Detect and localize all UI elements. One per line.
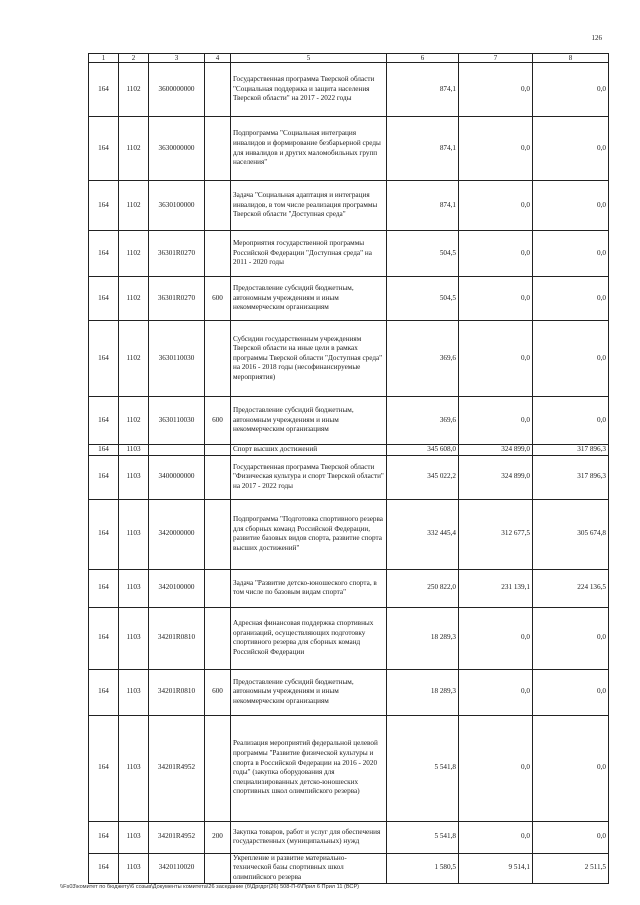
cell-c4: 600 [205,669,231,715]
column-header: 4 [205,54,231,63]
cell-c2: 1103 [119,445,149,456]
cell-c6: 874,1 [387,63,459,117]
cell-c2: 1102 [119,63,149,117]
cell-c2: 1103 [119,569,149,607]
cell-c4 [205,117,231,181]
cell-c6: 345 022,2 [387,455,459,499]
cell-c6: 369,6 [387,321,459,397]
cell-c4 [205,445,231,456]
cell-c5: Адресная финансовая поддержка спортивных организаций, осуществляющих подготовку спортивного резерва для сборных команд Российской Федерации [231,607,387,669]
table-row [89,321,609,397]
cell-c4: 600 [205,397,231,445]
cell-c5: Предоставление субсидий бюджетным, автономным учреждениям и иным некоммерческим организациям [231,277,387,321]
cell-c2: 1103 [119,607,149,669]
cell-c1: 164 [89,821,119,853]
cell-c8: 224 136,5 [533,569,609,607]
cell-c8: 0,0 [533,117,609,181]
cell-c7: 0,0 [459,821,533,853]
cell-c3: 3630110030 [149,397,205,445]
cell-c1: 164 [89,397,119,445]
cell-c4 [205,569,231,607]
cell-c8: 0,0 [533,669,609,715]
cell-c8: 0,0 [533,607,609,669]
cell-c2: 1102 [119,277,149,321]
cell-c5: Предоставление субсидий бюджетным, автономным учреждениям и иным некоммерческим организациям [231,397,387,445]
table-row [89,117,609,181]
cell-c8: 317 896,3 [533,455,609,499]
cell-c7: 0,0 [459,397,533,445]
cell-c2: 1103 [119,821,149,853]
cell-c4 [205,499,231,569]
table-row [89,853,609,883]
cell-c3: 34201R0810 [149,669,205,715]
cell-c6: 1 580,5 [387,853,459,883]
table-row [89,669,609,715]
cell-c8: 0,0 [533,277,609,321]
cell-c1: 164 [89,715,119,821]
cell-c1: 164 [89,231,119,277]
cell-c7: 0,0 [459,231,533,277]
cell-c1: 164 [89,63,119,117]
cell-c8: 2 511,5 [533,853,609,883]
column-header: 8 [533,54,609,63]
table-row [89,63,609,117]
cell-c7: 0,0 [459,63,533,117]
cell-c7: 324 899,0 [459,455,533,499]
cell-c6: 369,6 [387,397,459,445]
cell-c3: 3420000000 [149,499,205,569]
cell-c1: 164 [89,669,119,715]
cell-c3: 34201R4952 [149,715,205,821]
cell-c3: 3400000000 [149,455,205,499]
cell-c5: Субсидии государственным учреждениям Тверской области на иные цели в рамках программы Тверской области "Доступная среда" на 2016 - 2018 годы (несофинансируемые мероприятия) [231,321,387,397]
cell-c8: 0,0 [533,63,609,117]
cell-c3: 36301R0270 [149,231,205,277]
cell-c5: Задача "Социальная адаптация и интеграция инвалидов, в том числе реализация программы Тверской области "Доступная среда" [231,181,387,231]
table-row [89,607,609,669]
cell-c1: 164 [89,607,119,669]
cell-c3: 3630100000 [149,181,205,231]
cell-c3: 3420100000 [149,569,205,607]
cell-c7: 0,0 [459,715,533,821]
cell-c7: 0,0 [459,607,533,669]
cell-c4 [205,715,231,821]
cell-c8: 0,0 [533,231,609,277]
cell-c3: 3420110020 [149,853,205,883]
cell-c3 [149,445,205,456]
cell-c5: Мероприятия государственной программы Российской Федерации "Доступная среда" на 2011 - 2020 годы [231,231,387,277]
cell-c8: 0,0 [533,397,609,445]
cell-c4: 600 [205,277,231,321]
cell-c8: 317 896,3 [533,445,609,456]
column-header: 7 [459,54,533,63]
cell-c1: 164 [89,455,119,499]
cell-c6: 874,1 [387,117,459,181]
cell-c6: 874,1 [387,181,459,231]
cell-c6: 345 608,0 [387,445,459,456]
cell-c5: Подпрограмма "Подготовка спортивного резерва для сборных команд Российской Федерации, развитие базовых видов спорта, развитие спорта высших достижений" [231,499,387,569]
cell-c1: 164 [89,181,119,231]
cell-c5: Закупка товаров, работ и услуг для обеспечения государственных (муниципальных) нужд [231,821,387,853]
column-number-row [89,54,609,63]
cell-c3: 34201R0810 [149,607,205,669]
cell-c1: 164 [89,445,119,456]
table-row [89,455,609,499]
cell-c7: 231 139,1 [459,569,533,607]
table-row [89,181,609,231]
cell-c5: Государственная программа Тверской области "Социальная поддержка и защита населения Тверской области" на 2017 - 2022 годы [231,63,387,117]
cell-c2: 1103 [119,455,149,499]
cell-c8: 0,0 [533,181,609,231]
table-row [89,445,609,456]
cell-c7: 324 899,0 [459,445,533,456]
table-row [89,499,609,569]
cell-c1: 164 [89,569,119,607]
cell-c4 [205,231,231,277]
cell-c4 [205,853,231,883]
cell-c4 [205,181,231,231]
cell-c6: 504,5 [387,277,459,321]
cell-c1: 164 [89,321,119,397]
cell-c3: 3630110030 [149,321,205,397]
cell-c3: 34201R4952 [149,821,205,853]
cell-c3: 36301R0270 [149,277,205,321]
cell-c7: 0,0 [459,277,533,321]
cell-c5: Спорт высших достижений [231,445,387,456]
column-header: 6 [387,54,459,63]
cell-c6: 250 822,0 [387,569,459,607]
cell-c3: 3600000000 [149,63,205,117]
column-header: 2 [119,54,149,63]
cell-c4 [205,321,231,397]
cell-c2: 1102 [119,231,149,277]
cell-c7: 9 514,1 [459,853,533,883]
cell-c6: 332 445,4 [387,499,459,569]
cell-c5: Укрепление и развитие материально-технической базы спортивных школ олимпийского резерва [231,853,387,883]
cell-c2: 1103 [119,715,149,821]
cell-c6: 504,5 [387,231,459,277]
cell-c5: Предоставление субсидий бюджетным, автономным учреждениям и иным некоммерческим организациям [231,669,387,715]
table-row [89,821,609,853]
cell-c2: 1102 [119,117,149,181]
budget-table [88,53,609,884]
column-header: 5 [231,54,387,63]
cell-c4 [205,63,231,117]
cell-c7: 0,0 [459,117,533,181]
cell-c8: 305 674,8 [533,499,609,569]
cell-c4 [205,607,231,669]
cell-c6: 5 541,8 [387,821,459,853]
cell-c7: 0,0 [459,669,533,715]
column-header: 3 [149,54,205,63]
cell-c6: 18 289,3 [387,669,459,715]
cell-c8: 0,0 [533,821,609,853]
cell-c6: 18 289,3 [387,607,459,669]
cell-c6: 5 541,8 [387,715,459,821]
cell-c1: 164 [89,117,119,181]
cell-c1: 164 [89,277,119,321]
cell-c7: 312 677,5 [459,499,533,569]
table-row [89,231,609,277]
cell-c8: 0,0 [533,715,609,821]
cell-c8: 0,0 [533,321,609,397]
cell-c2: 1103 [119,499,149,569]
cell-c5: Задача "Развитие детско-юношеского спорта, в том числе по базовым видам спорта" [231,569,387,607]
cell-c1: 164 [89,499,119,569]
table-row [89,397,609,445]
cell-c4 [205,455,231,499]
cell-c1: 164 [89,853,119,883]
cell-c7: 0,0 [459,321,533,397]
cell-c5: Реализация мероприятий федеральной целевой программы "Развитие физической культуры и спорта в Российской Федерации на 2016 - 2020 годы" (закупка оборудования для специализированных детско-юношеских спортивных школ олимпийского резерва) [231,715,387,821]
cell-c5: Подпрограмма "Социальная интеграция инвалидов и формирование безбарьерной среды для инвалидов и других маломобильных групп населения" [231,117,387,181]
cell-c2: 1102 [119,321,149,397]
table-row [89,715,609,821]
table-row [89,277,609,321]
column-header: 1 [89,54,119,63]
cell-c5: Государственная программа Тверской области "Физическая культура и спорт Тверской области" на 2017 - 2022 годы [231,455,387,499]
file-path-footer: \\Fs03\комитет по бюджету\6 созыв\Документы комитета\26 заседание (б\Дргдрг(26) 508-П-6\Прил 6 Прил 11 (ВСР) [60,884,360,890]
cell-c2: 1102 [119,181,149,231]
cell-c7: 0,0 [459,181,533,231]
cell-c2: 1103 [119,669,149,715]
cell-c3: 3630000000 [149,117,205,181]
cell-c4: 200 [205,821,231,853]
cell-c2: 1103 [119,853,149,883]
table-row [89,569,609,607]
page-number: 126 [591,34,602,42]
cell-c2: 1102 [119,397,149,445]
